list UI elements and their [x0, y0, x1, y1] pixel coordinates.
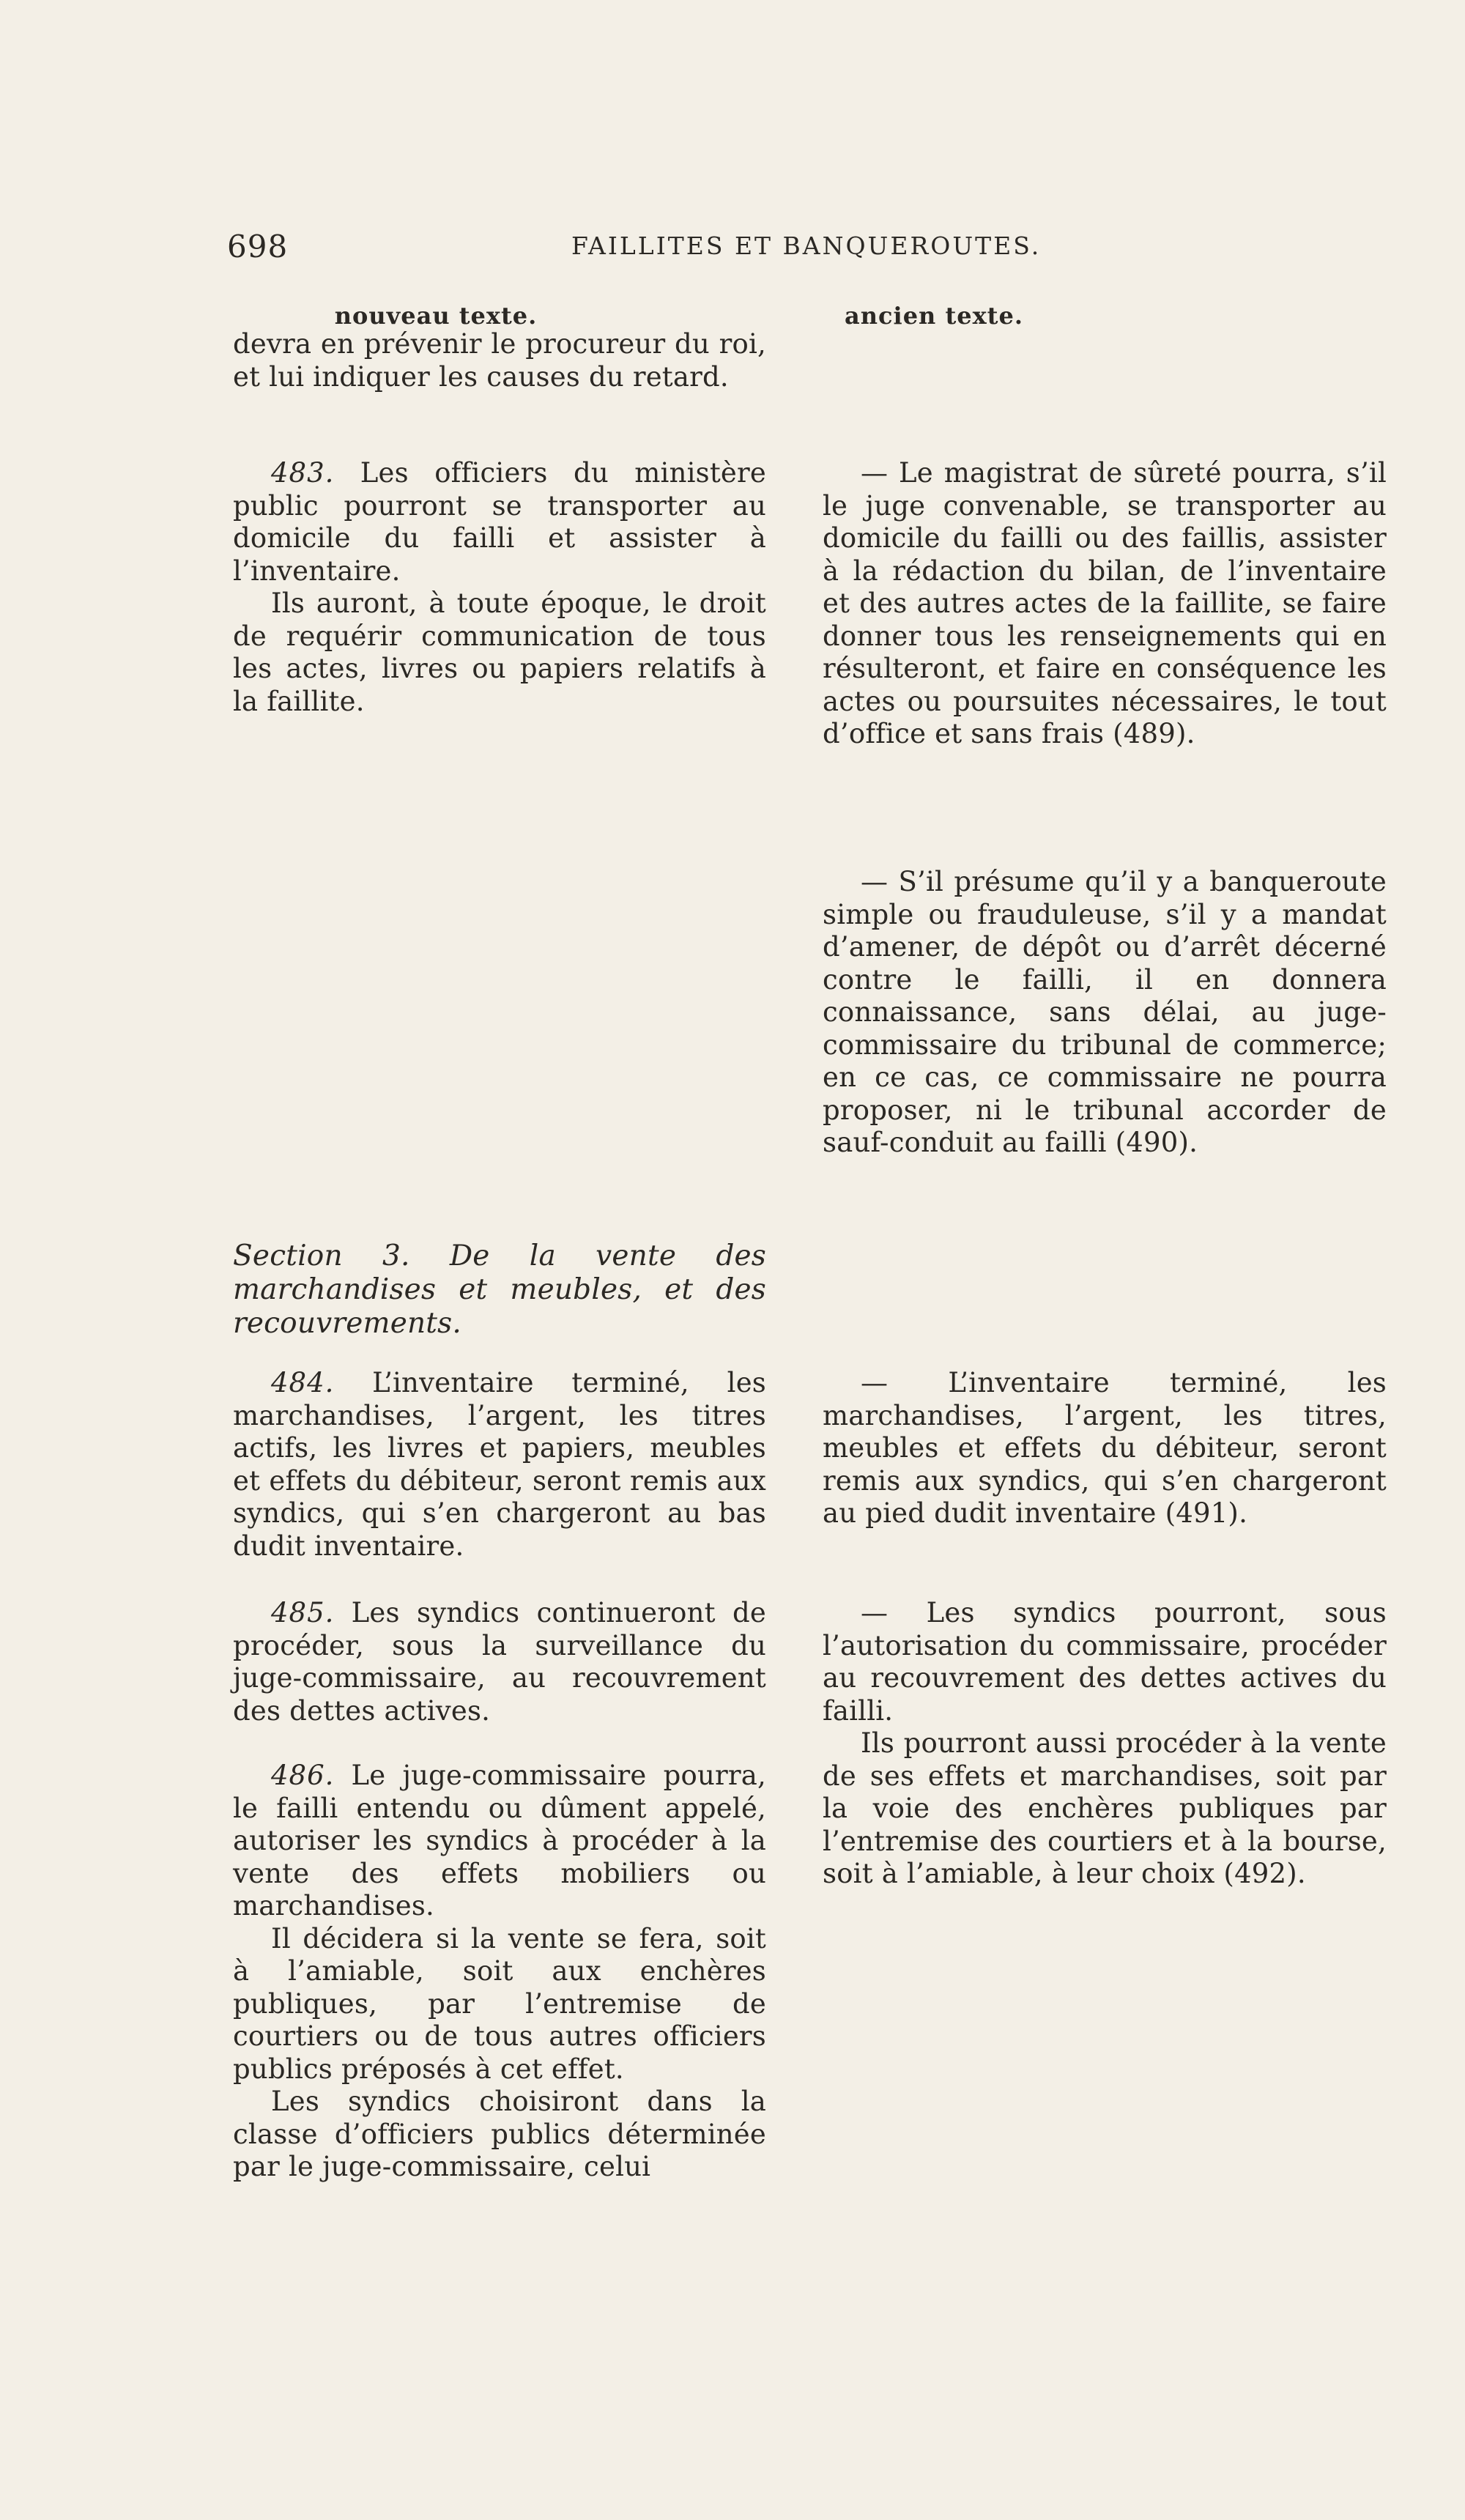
- article-486-number: 486.: [271, 1760, 335, 1791]
- section-title: [233, 1239, 766, 1341]
- right-column-heading: ancien texte.: [845, 302, 1023, 330]
- article-483-paragraph-2: Ils auront, à toute époque, le droit de requérir communication de tous les actes, livres ou papiers relatifs à la faillite.: [233, 588, 766, 717]
- page-number: 698: [227, 229, 289, 264]
- section-3-heading: [233, 1239, 766, 1341]
- old-article-489: — Le magistrat de sûreté pourra, s’il le juge convenable, se transporter au domicile du failli ou des faillis, assister à la rédaction du bilan, de l’inventaire et des autres actes de la faillite, se faire donner tous les renseignements qui en résulteront, et faire en conséquence les actes ou poursuites nécessaires, le tout d’office et sans frais (489).: [823, 457, 1387, 749]
- article-486-paragraph: [233, 1760, 766, 1923]
- old-text-491: [823, 1367, 1387, 1530]
- continuation-paragraph: devra en prévenir le procureur du roi, et lui indiquer les causes du retard.: [233, 328, 766, 393]
- article-483-number: 483.: [271, 457, 335, 489]
- article-486-paragraph-3: Les syndics choisiront dans la classe d’officiers publics déterminée par le juge-commissaire, celui: [233, 2086, 766, 2182]
- article-483-paragraph: [233, 457, 766, 588]
- old-article-492-paragraph-2: Ils pourront aussi procéder à la vente de ses effets et marchandises, soit par la voie des enchères publiques par l’entremise des courtiers et à la bourse, soit à l’amiable, à leur choix (492).: [823, 1727, 1387, 1889]
- article-484: [233, 1367, 766, 1563]
- article-485-text: Les syndics continueront de procéder, sous la surveillance du juge-commissaire, au recouvrement des dettes actives.: [233, 1597, 766, 1727]
- article-484-text: L’inventaire terminé, les marchandises, l’argent, les titres actifs, les livres et papiers, meubles et effets du débiteur, seront remis aux syndics, qui s’en chargeront au bas dudit inventaire.: [233, 1367, 766, 1562]
- running-title: FAILLITES ET BANQUEROUTES.: [571, 231, 1042, 260]
- page-header: [227, 229, 1393, 270]
- section-title-text: De la vente des marchandises et meubles, et des recouvrements.: [233, 1239, 766, 1340]
- old-text-490: [823, 866, 1387, 1160]
- left-column-heading: nouveau texte.: [334, 302, 538, 330]
- article-485-number: 485.: [271, 1597, 335, 1628]
- left-column: [233, 328, 766, 393]
- article-484-paragraph: [233, 1367, 766, 1563]
- article-484-number: 484.: [271, 1367, 335, 1398]
- old-article-492: — Les syndics pourront, sous l’autorisation du commissaire, procéder au recouvrement des dettes actives du failli.: [823, 1597, 1387, 1727]
- old-article-490: — S’il présume qu’il y a banqueroute simple ou frauduleuse, s’il y a mandat d’amener, de dépôt ou d’arrêt décerné contre le failli, il en donnera connaissance, sans délai, au juge-commissaire du tribunal de commerce; en ce cas, ce commissaire ne pourra proposer, ni le tribunal accorder de sauf-conduit au failli (490).: [823, 866, 1387, 1158]
- article-486-paragraph-2: Il décidera si la vente se fera, soit à l’amiable, soit aux enchères publiques, par l’entremise de courtiers ou de tous autres officiers publics préposés à cet effet.: [233, 1922, 766, 2085]
- article-485: [233, 1597, 766, 1727]
- article-483: [233, 457, 766, 718]
- article-486-text: Le juge-commissaire pourra, le failli entendu ou dûment appelé, autoriser les syndics à procéder à la vente des effets mobiliers ou marchandises.: [233, 1760, 766, 1922]
- article-485-paragraph: [233, 1597, 766, 1727]
- section-label: Section 3.: [233, 1239, 410, 1272]
- article-486: [233, 1760, 766, 2184]
- old-text-492: [823, 1597, 1387, 1891]
- old-text-489: [823, 457, 1387, 751]
- old-article-491: — L’inventaire terminé, les marchandises, l’argent, les titres, meubles et effets du débiteur, seront remis aux syndics, qui s’en chargeront au pied dudit inventaire (491).: [823, 1367, 1387, 1529]
- article-483-text: Les officiers du ministère public pourront se transporter au domicile du failli et assister à l’inventaire.: [233, 457, 766, 587]
